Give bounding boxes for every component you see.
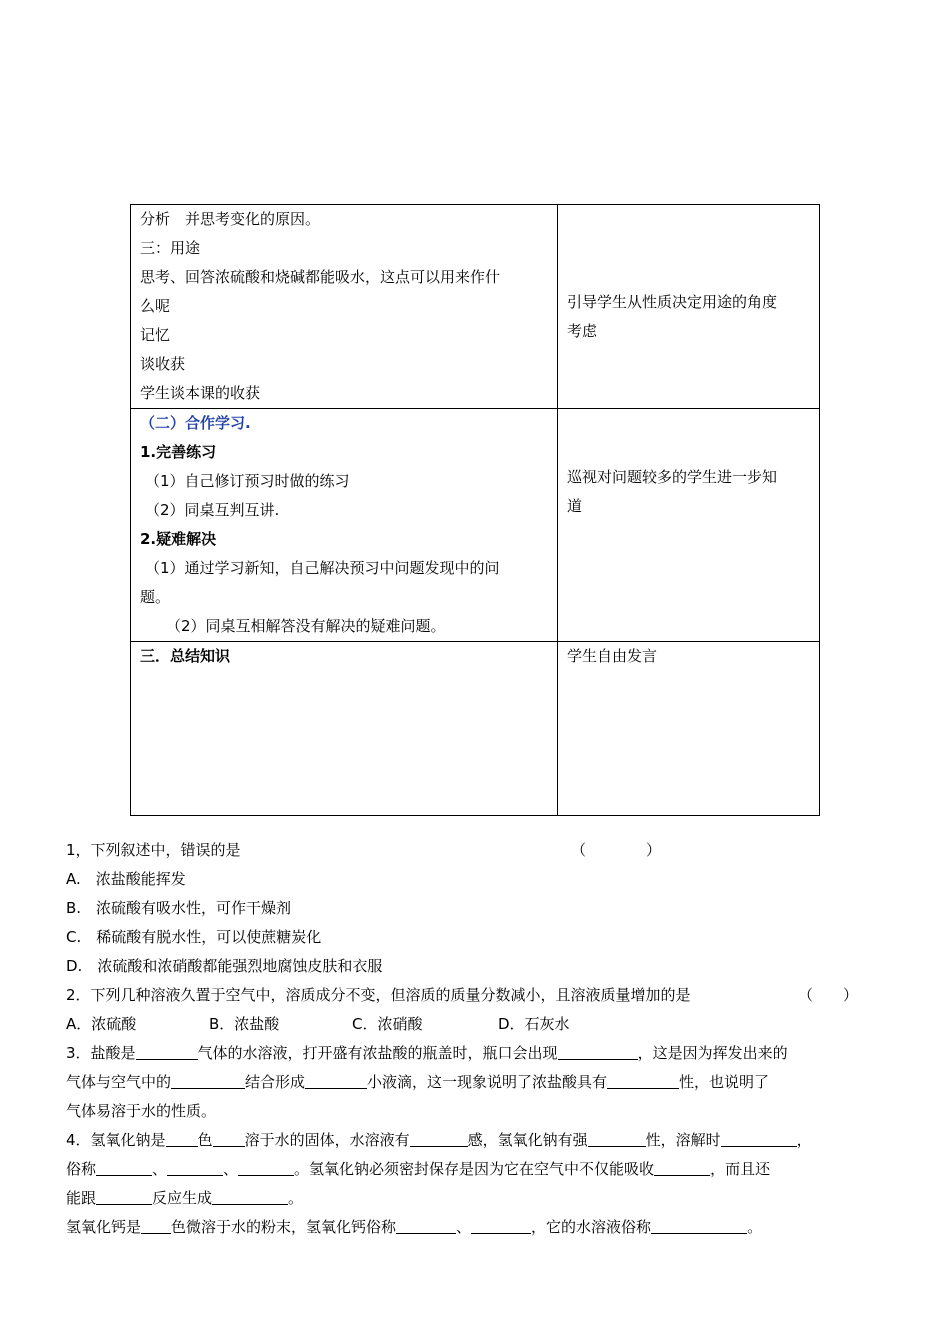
table-row xyxy=(131,642,820,816)
option-a: A. 浓盐酸能挥发 xyxy=(66,870,186,888)
question-1 xyxy=(66,836,896,865)
fill-blank[interactable] xyxy=(654,1159,710,1176)
text-line: 道 xyxy=(567,497,583,515)
text-fragment: 反应生成 xyxy=(152,1189,213,1207)
text-fragment: 小液滴，这一现象说明了浓盐酸具有 xyxy=(367,1073,608,1091)
option-c: C. 稀硫酸有脱水性，可以使蔗糖炭化 xyxy=(66,928,322,946)
fill-blank[interactable] xyxy=(96,1188,152,1205)
question-3-line-3: 气体易溶于水的性质。 xyxy=(66,1102,217,1120)
text-line: 谈收获 xyxy=(140,355,186,373)
text-fragment: 、 xyxy=(456,1218,472,1236)
text-fragment: ，它的水溶液俗称 xyxy=(531,1218,652,1236)
summary-cell xyxy=(131,642,558,816)
text-line: （1）通过学习新知，自己解决预习中问题发现中的问 xyxy=(145,559,500,577)
text-line: 分析 并思考变化的原因。 xyxy=(140,210,321,228)
option-c: C．浓硝酸 xyxy=(352,1015,423,1033)
table-row xyxy=(131,205,820,409)
fill-blank[interactable] xyxy=(471,1217,531,1234)
text-fragment: 气体的水溶液，打开盛有浓盐酸的瓶盖时，瓶口会出现 xyxy=(197,1044,558,1062)
text-fragment: 俗称 xyxy=(66,1160,97,1178)
text-line: 考虑 xyxy=(567,322,598,340)
question-4-line-3 xyxy=(66,1184,896,1213)
text-fragment: 色微溶于水的粉末，氢氧化钙俗称 xyxy=(171,1218,397,1236)
text-fragment: 溶于水的固体，水溶液有 xyxy=(244,1131,410,1149)
question-2-options xyxy=(66,1010,896,1039)
fill-blank[interactable] xyxy=(588,1130,646,1147)
text-fragment: ， xyxy=(796,1131,812,1149)
fill-blank[interactable] xyxy=(171,1072,245,1089)
text-line: 学生自由发言 xyxy=(567,647,658,665)
question-4-line-4 xyxy=(66,1213,896,1242)
option-b: B. 浓硫酸有吸水性，可作干燥剂 xyxy=(66,899,292,917)
question-3-line-2 xyxy=(66,1068,896,1097)
teacher-activity-cell xyxy=(558,642,820,816)
teacher-activity-cell xyxy=(558,205,820,409)
text-fragment: 、 xyxy=(152,1160,168,1178)
fill-blank[interactable] xyxy=(166,1130,198,1147)
fill-blank[interactable] xyxy=(721,1130,797,1147)
fill-blank[interactable] xyxy=(136,1043,198,1060)
option-d: D．石灰水 xyxy=(498,1015,570,1033)
fill-blank[interactable] xyxy=(410,1130,468,1147)
text-fragment: 色 xyxy=(197,1131,213,1149)
text-line: 三：用途 xyxy=(140,239,201,257)
fill-blank[interactable] xyxy=(396,1217,456,1234)
text-fragment: 4．氢氧化钠是 xyxy=(66,1131,166,1149)
exercise-questions xyxy=(66,836,896,1242)
text-fragment: ，这是因为挥发出来的 xyxy=(637,1044,788,1062)
text-line: （1）自己修订预习时做的练习 xyxy=(145,472,350,490)
text-fragment: 。 xyxy=(288,1189,304,1207)
option-d: D. 浓硫酸和浓硝酸都能强烈地腐蚀皮肤和衣服 xyxy=(66,957,383,975)
text-line: 么呢 xyxy=(140,297,171,315)
question-3-line-1 xyxy=(66,1039,896,1068)
text-fragment: 性，溶解时 xyxy=(645,1131,721,1149)
text-fragment: 。 xyxy=(747,1218,763,1236)
text-fragment: 能跟 xyxy=(66,1189,97,1207)
fill-blank[interactable] xyxy=(213,1130,245,1147)
fill-blank[interactable] xyxy=(141,1217,171,1234)
text-fragment: 感，氢氧化钠有强 xyxy=(467,1131,588,1149)
text-line: （2）同桌互相解答没有解决的疑难问题。 xyxy=(166,617,446,635)
subheading: 1.完善练习 xyxy=(140,443,217,461)
text-line: 巡视对问题较多的学生进一步知 xyxy=(567,468,778,486)
fill-blank[interactable] xyxy=(212,1188,288,1205)
lesson-table xyxy=(130,204,820,816)
question-2 xyxy=(66,981,896,1010)
fill-blank[interactable] xyxy=(607,1072,679,1089)
answer-parentheses: （ ） xyxy=(571,841,662,859)
text-fragment: 气体与空气中的 xyxy=(66,1073,172,1091)
text-line: 题。 xyxy=(140,588,171,606)
question-4-line-1 xyxy=(66,1126,896,1155)
subheading: 2.疑难解决 xyxy=(140,530,217,548)
text-fragment: 、 xyxy=(223,1160,239,1178)
fill-blank[interactable] xyxy=(305,1072,367,1089)
option-b: B．浓盐酸 xyxy=(209,1015,280,1033)
answer-parentheses: （ ） xyxy=(798,986,859,1004)
section-heading: 三．总结知识 xyxy=(140,647,231,665)
option-a: A．浓硫酸 xyxy=(66,1015,137,1033)
text-line: 学生谈本课的收获 xyxy=(140,384,261,402)
question-stem: 1，下列叙述中，错误的是 xyxy=(66,841,241,859)
text-fragment: ，而且还 xyxy=(710,1160,771,1178)
text-fragment: 氢氧化钙是 xyxy=(66,1218,142,1236)
teacher-activity-cell xyxy=(558,409,820,642)
text-fragment: 结合形成 xyxy=(245,1073,306,1091)
section-heading: （二）合作学习. xyxy=(140,414,251,432)
question-4-line-2 xyxy=(66,1155,896,1184)
text-line: 记忆 xyxy=(140,326,171,344)
student-activity-cell xyxy=(131,205,558,409)
text-line: 引导学生从性质决定用途的角度 xyxy=(567,293,778,311)
question-stem: 2．下列几种溶液久置于空气中，溶质成分不变，但溶质的质量分数减小，且溶液质量增加的是 xyxy=(66,986,691,1004)
text-line: （2）同桌互判互讲. xyxy=(145,501,280,519)
text-fragment: 3．盐酸是 xyxy=(66,1044,136,1062)
fill-blank[interactable] xyxy=(238,1159,294,1176)
fill-blank[interactable] xyxy=(651,1217,747,1234)
fill-blank[interactable] xyxy=(558,1043,638,1060)
fill-blank[interactable] xyxy=(167,1159,223,1176)
student-activity-cell xyxy=(131,409,558,642)
text-line: 思考、回答浓硫酸和烧碱都能吸水，这点可以用来作什 xyxy=(140,268,501,286)
text-fragment: 。氢氧化钠必须密封保存是因为它在空气中不仅能吸收 xyxy=(294,1160,655,1178)
text-fragment: 性，也说明了 xyxy=(679,1073,770,1091)
fill-blank[interactable] xyxy=(96,1159,152,1176)
table-row xyxy=(131,409,820,642)
